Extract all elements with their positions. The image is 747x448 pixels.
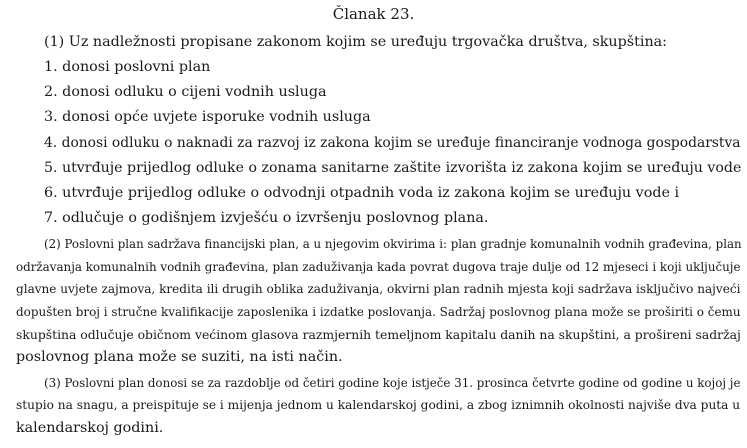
paragraph-2-line-6: poslovnog plana može se suziti, na isti način. [16, 349, 343, 365]
paragraph-2-line-3: glavne uvjete zajmova, kredita ili drugih oblika zaduživanja, okvirni plan radnih mjesta koji sadržava isključivo najveći [16, 282, 741, 296]
list-item-2: 2. donosi odluku o cijeni vodnih usluga [44, 84, 327, 100]
paragraph-2-line-2: održavanja komunalnih vodnih građevina, plan zaduživanja kada povrat dugova traje dulje od 12 mjeseci i koji uključuje [16, 260, 741, 274]
paragraph-2-line-1: (2) Poslovni plan sadržava financijski plan, a u njegovim okvirima i: plan gradnje komunalnih vodnih građevina, plan [44, 237, 742, 251]
paragraph-2-line-4: dopušten broj i stručne kvalifikacije zaposlenika i izdatke poslovanja. Sadržaj poslovnog plana može se proširiti o čemu [16, 305, 741, 319]
paragraph-3-line-1: (3) Poslovni plan donosi se za razdoblje od četiri godine koje istječe 31. prosinca četvrte godine od godine u kojoj je [44, 376, 741, 390]
list-item-3: 3. donosi opće uvjete isporuke vodnih usluga [44, 109, 371, 125]
list-item-6: 6. utvrđuje prijedlog odluke o odvodnji otpadnih voda iz zakona kojim se uređuju vode i [44, 185, 680, 201]
paragraph-1-intro: (1) Uz nadležnosti propisane zakonom kojim se uređuju trgovačka društva, skupština: [44, 34, 667, 50]
article-title: Članak 23. [332, 5, 415, 23]
paragraph-3-line-2: stupio na snagu, a preispituje se i mijenja jednom u kalendarskoj godini, a zbog iznimnih okolnosti najviše dva puta u [16, 398, 741, 412]
list-item-7: 7. odlučuje o godišnjem izvješću o izvršenju poslovnog plana. [44, 210, 489, 226]
list-item-1: 1. donosi poslovni plan [44, 59, 211, 75]
paragraph-2-line-5: skupština odlučuje običnom većinom glasova razmjernih temeljnom kapitalu danih na skupštini, a prošireni sadržaj [16, 327, 741, 342]
list-item-4: 4. donosi odluku o naknadi za razvoj iz zakona kojim se uređuje financiranje vodnoga gospodarstva [44, 135, 741, 151]
list-item-5: 5. utvrđuje prijedlog odluke o zonama sanitarne zaštite izvorišta iz zakona kojim se uređuju vode [44, 160, 742, 176]
paragraph-3-line-3: kalendarskoj godini. [16, 420, 164, 436]
